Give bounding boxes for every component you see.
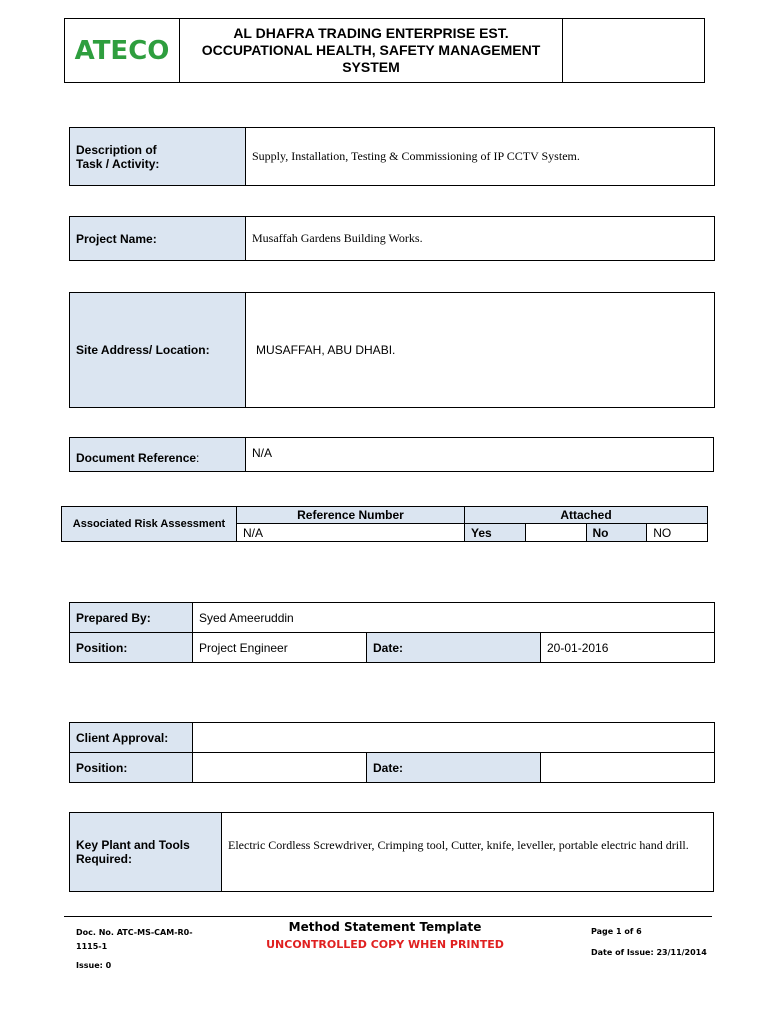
tools-label xyxy=(70,813,222,892)
prepared-by-value: Syed Ameeruddin xyxy=(193,603,715,633)
header-title-line-2: OCCUPATIONAL HEALTH, SAFETY MANAGEMENT xyxy=(201,42,541,58)
client-approval-value xyxy=(193,723,715,753)
tools-value: Electric Cordless Screwdriver, Crimping tool, Cutter, knife, leveller, portable electric hand drill. xyxy=(222,813,714,892)
header-title-line-3: SYSTEM xyxy=(342,59,400,75)
task-label-line-1: Description of xyxy=(76,142,157,157)
risk-attached-header: Attached xyxy=(465,507,708,524)
footer-doc-no-line-1: Doc. No. ATC-MS-CAM-R0- xyxy=(76,928,193,937)
task-value: Supply, Installation, Testing & Commissioning of IP CCTV System. xyxy=(246,128,715,186)
risk-yes-value xyxy=(525,524,586,542)
risk-label: Associated Risk Assessment xyxy=(62,507,237,542)
footer-uncontrolled: UNCONTROLLED COPY WHEN PRINTED xyxy=(266,938,504,951)
docref-label xyxy=(70,438,246,472)
prepared-table xyxy=(69,602,715,663)
docref-value: N/A xyxy=(246,438,714,472)
risk-ref-value: N/A xyxy=(237,524,465,542)
ateco-logo: ATECO xyxy=(74,35,170,66)
task-table xyxy=(69,127,715,186)
header-table xyxy=(64,18,705,83)
tools-table xyxy=(69,812,714,892)
tools-label-line-2: Required: xyxy=(76,852,133,866)
docref-label-colon: : xyxy=(196,451,200,465)
client-approval-label: Client Approval: xyxy=(70,723,193,753)
site-table xyxy=(69,292,715,408)
footer-page: Page 1 of 6 xyxy=(591,927,642,936)
header-title-cell xyxy=(180,19,563,83)
prepared-position-value: Project Engineer xyxy=(193,633,367,663)
docref-label-text: Document Reference xyxy=(76,451,197,465)
logo-cell xyxy=(65,19,180,83)
client-table xyxy=(69,722,715,783)
prepared-position-label: Position: xyxy=(70,633,193,663)
prepared-by-label: Prepared By: xyxy=(70,603,193,633)
risk-ref-header: Reference Number xyxy=(237,507,465,524)
header-blank-cell xyxy=(563,19,705,83)
footer-doc-no xyxy=(76,926,193,954)
project-table xyxy=(69,216,715,261)
task-label xyxy=(70,128,246,186)
tools-label-line-1: Key Plant and Tools xyxy=(76,838,190,852)
footer-template-title: Method Statement Template xyxy=(288,920,482,934)
risk-yes-label: Yes xyxy=(465,524,526,542)
footer-date-issue: Date of Issue: 23/11/2014 xyxy=(591,948,707,957)
footer-doc-no-line-2: 1115-1 xyxy=(76,942,108,951)
task-label-line-2: Task / Activity: xyxy=(76,156,160,171)
footer-issue: Issue: 0 xyxy=(76,961,112,970)
prepared-date-label: Date: xyxy=(367,633,541,663)
risk-table xyxy=(61,506,708,542)
site-value: MUSAFFAH, ABU DHABI. xyxy=(246,293,715,408)
footer-rule xyxy=(64,916,712,917)
site-label: Site Address/ Location: xyxy=(70,293,246,408)
client-position-label: Position: xyxy=(70,753,193,783)
client-position-value xyxy=(193,753,367,783)
header-title-line-1: AL DHAFRA TRADING ENTERPRISE EST. xyxy=(233,25,509,41)
prepared-date-value: 20-01-2016 xyxy=(541,633,715,663)
client-date-label: Date: xyxy=(367,753,541,783)
risk-no-label: No xyxy=(586,524,647,542)
docref-table xyxy=(69,437,714,472)
project-label: Project Name: xyxy=(70,217,246,261)
risk-no-value: NO xyxy=(647,524,708,542)
client-date-value xyxy=(541,753,715,783)
project-value: Musaffah Gardens Building Works. xyxy=(246,217,715,261)
